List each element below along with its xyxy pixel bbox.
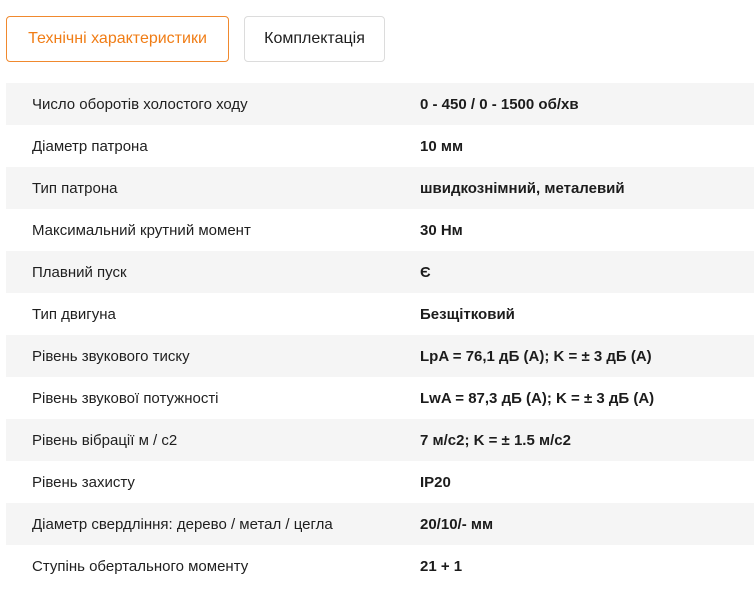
spec-row-max-torque <box>6 209 754 251</box>
spec-row-idle-speed <box>6 83 754 125</box>
spec-value: 7 м/с2; K = ± 1.5 м/с2 <box>420 431 571 449</box>
spec-name: Тип двигуна <box>32 305 116 323</box>
spec-value: 30 Нм <box>420 221 463 239</box>
spec-row-soft-start <box>6 251 754 293</box>
spec-name: Діаметр патрона <box>32 137 148 155</box>
specifications-table <box>6 83 754 587</box>
spec-row-torque-settings <box>6 545 754 587</box>
spec-value: Безщітковий <box>420 305 515 323</box>
tab-specifications[interactable]: Технічні характеристики <box>6 16 229 62</box>
spec-value: швидкознімний, металевий <box>420 179 625 197</box>
spec-value: 0 - 450 / 0 - 1500 об/хв <box>420 95 579 113</box>
spec-name: Тип патрона <box>32 179 118 197</box>
tab-bar <box>6 16 385 62</box>
spec-row-motor-type <box>6 293 754 335</box>
spec-name: Діаметр свердління: дерево / метал / цегла <box>32 515 333 533</box>
spec-value: 20/10/- мм <box>420 515 494 533</box>
spec-name: Число оборотів холостого ходу <box>32 95 248 113</box>
spec-row-sound-power <box>6 377 754 419</box>
spec-value: IP20 <box>420 473 451 491</box>
spec-value: 10 мм <box>420 137 464 155</box>
spec-value: Є <box>420 263 431 281</box>
spec-name: Ступінь обертального моменту <box>32 557 249 575</box>
spec-row-protection <box>6 461 754 503</box>
spec-value: LpA = 76,1 дБ (A); K = ± 3 дБ (A) <box>420 347 652 365</box>
spec-value: 21 + 1 <box>420 557 463 575</box>
spec-name: Максимальний крутний момент <box>32 221 251 239</box>
spec-row-chuck-type <box>6 167 754 209</box>
spec-row-drilling-diameter <box>6 503 754 545</box>
spec-name: Рівень звукового тиску <box>32 347 190 365</box>
spec-row-vibration <box>6 419 754 461</box>
spec-value: LwA = 87,3 дБ (A); K = ± 3 дБ (A) <box>420 389 655 407</box>
tab-package-contents[interactable]: Комплектація <box>244 16 385 62</box>
spec-name: Рівень захисту <box>32 473 135 491</box>
spec-row-sound-pressure <box>6 335 754 377</box>
spec-name: Рівень звукової потужності <box>32 389 219 407</box>
spec-row-chuck-diameter <box>6 125 754 167</box>
spec-name: Рівень вібрації м / с2 <box>32 431 178 449</box>
spec-name: Плавний пуск <box>32 263 127 281</box>
